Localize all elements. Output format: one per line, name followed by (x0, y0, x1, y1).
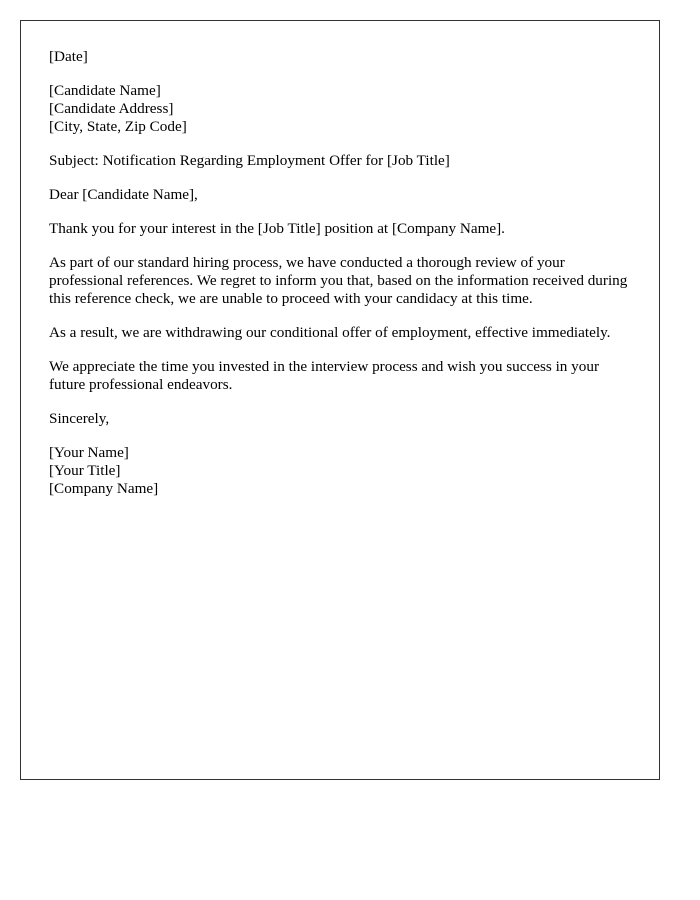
signature-name: [Your Name] (49, 444, 129, 461)
date-text: [Date] (49, 48, 88, 65)
body-paragraph-3: As a result, we are withdrawing our conditional offer of employment, effective immediately. (49, 324, 611, 341)
signature-title: [Your Title] (49, 462, 121, 479)
body-paragraph-2: As part of our standard hiring process, we have conducted a thorough review of your professional references. We regret to inform you that, based on the information received during this reference check, we are unable to proceed with your candidacy at this time. (49, 254, 628, 307)
letter-subject: Subject: Notification Regarding Employment Offer for [Job Title] (49, 152, 450, 169)
body-paragraph-4: We appreciate the time you invested in the interview process and wish you success in your future professional endeavors. (49, 358, 600, 393)
recipient-address-block (49, 82, 631, 136)
letter-salutation: Dear [Candidate Name], (49, 186, 198, 203)
letter-date (49, 48, 631, 66)
signature-company: [Company Name] (49, 480, 159, 497)
letter-closing: Sincerely, (49, 410, 110, 427)
signature-block (49, 444, 631, 498)
letter-page (20, 20, 660, 780)
recipient-name: [Candidate Name] (49, 82, 161, 99)
recipient-city-state-zip: [City, State, Zip Code] (49, 118, 187, 135)
body-paragraph-1: Thank you for your interest in the [Job Title] position at [Company Name]. (49, 220, 505, 237)
recipient-address: [Candidate Address] (49, 100, 174, 117)
